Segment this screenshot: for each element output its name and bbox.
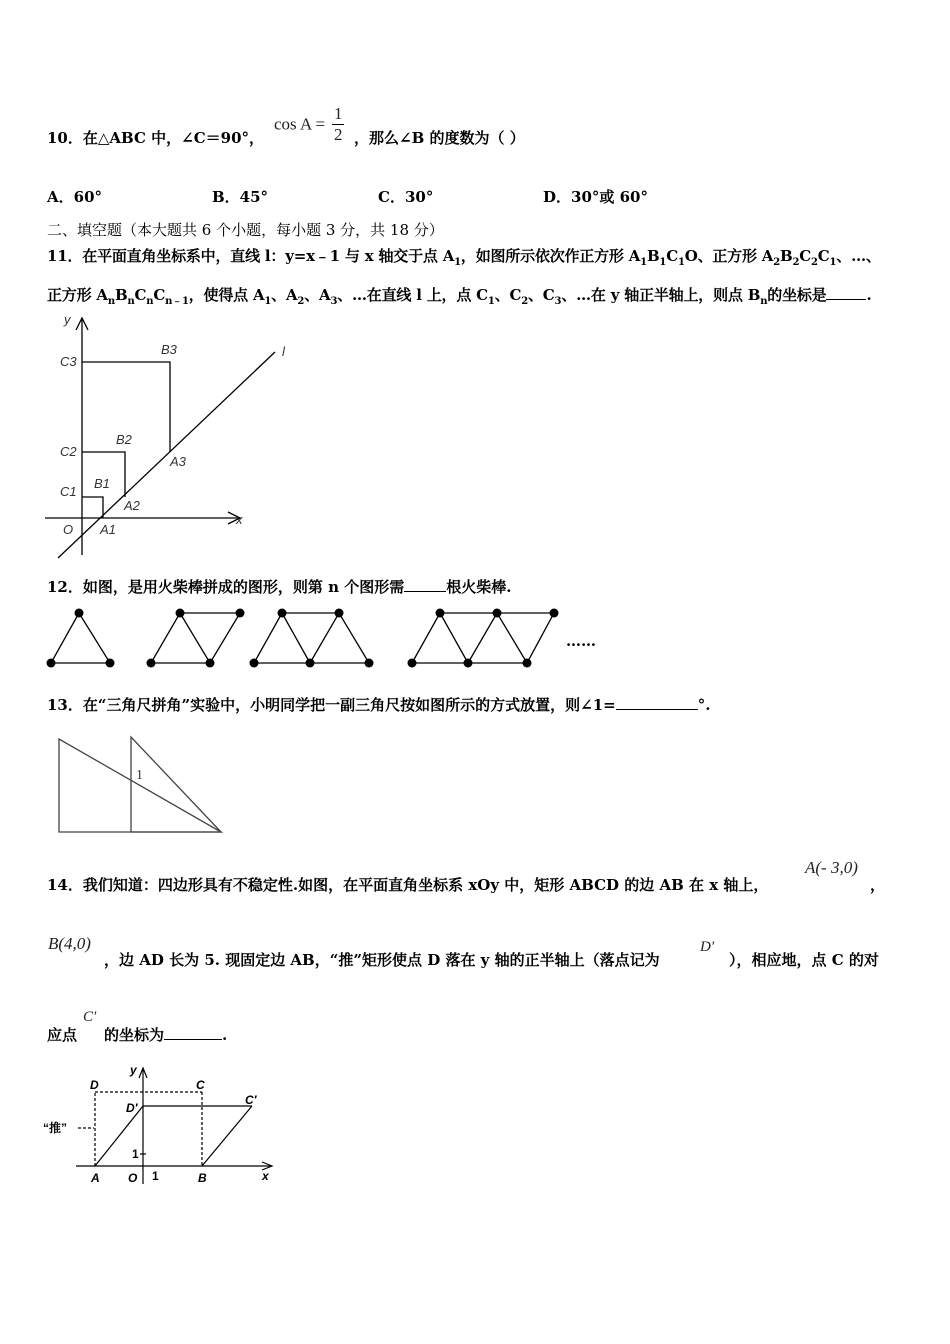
sub: 2: [297, 296, 305, 307]
q14-comma: ，: [870, 876, 886, 894]
sub: 1: [677, 257, 685, 268]
joint-dot: [335, 609, 344, 618]
q11-text: C: [799, 247, 811, 265]
q10-option-a: A．60°: [47, 188, 103, 206]
matchstick-figure-1: [51, 613, 110, 663]
joint-dot: [464, 659, 473, 668]
sub: 2: [521, 296, 528, 307]
sub: 1: [829, 257, 837, 268]
q11-text: 、…在 y 轴正半轴上，则点 B: [561, 286, 761, 304]
joint-dot: [206, 659, 215, 668]
q11-answer-blank: [826, 299, 866, 300]
q11-text: C: [666, 247, 678, 265]
square-1: [82, 497, 103, 518]
joint-dot: [408, 659, 417, 668]
label-1-y: 1: [132, 1147, 139, 1161]
q10-stem-tail: [354, 127, 525, 148]
sub: n: [760, 296, 768, 307]
q11-text: 的坐标是: [767, 286, 827, 304]
q14-line2: [104, 949, 660, 970]
q10-option-d: D．30°或 60°: [543, 188, 648, 206]
q14-answer-blank: [164, 1039, 222, 1040]
sub: 1: [454, 257, 461, 268]
matchstick-figure-4: [412, 613, 554, 663]
sub: 1: [640, 257, 647, 268]
sub: 2: [773, 257, 780, 268]
joint-dot: [250, 659, 259, 668]
q11-text: C: [153, 286, 166, 304]
q11-text: C: [134, 286, 147, 304]
label-c-prime: C′: [245, 1093, 257, 1107]
q11-text: 、…在直线 l 上，点 C: [337, 286, 488, 304]
q11-text: 11．在平面直角坐标系中，直线 l：y=x﹣1 与 x 轴交于点 A: [47, 247, 455, 265]
joint-dot: [493, 609, 502, 618]
q11-line1: [47, 245, 881, 268]
q11-figure: [40, 310, 300, 560]
q12-text-a: 12．如图，是用火柴棒拼成的图形，则第 n 个图形需: [47, 578, 405, 596]
joint-dot: [278, 609, 287, 618]
section-heading: 二、填空题（本大题共 6 个小题，每小题 3 分，共 18 分）: [47, 221, 444, 239]
label-c: C: [196, 1078, 205, 1092]
label-b2: B2: [116, 432, 132, 447]
label-d-prime: D′: [126, 1101, 138, 1115]
joint-dot: [176, 609, 185, 618]
q14-line3-rest: [104, 1024, 227, 1045]
q14-line2-text-a: ，边 AD 长为 5. 现固定边 AB，“推”矩形使点 D 落在 y 轴的正半轴上（落点记为: [104, 951, 660, 969]
sub: 3: [554, 296, 562, 307]
sub: 2: [811, 257, 818, 268]
q10-fraction: [332, 104, 345, 145]
q11-text: B: [780, 247, 793, 265]
q10-frac-den: 2: [333, 125, 343, 144]
q13-text: [47, 694, 710, 715]
label-b: B: [198, 1171, 207, 1185]
q14-point-a: A(- 3,0): [805, 858, 858, 877]
label-d: D: [90, 1078, 99, 1092]
q11-text: B: [646, 247, 660, 265]
q14-line1: [47, 874, 768, 895]
sub: 1: [264, 296, 272, 307]
q14-d-prime: D′: [700, 939, 715, 955]
sub: 2: [792, 257, 800, 268]
q13-text-a: 13．在“三角尺拼角”实验中，小明同学把一副三角尺按如图所示的方式放置，则∠1=: [47, 696, 616, 714]
set-square-30-60: [59, 739, 221, 832]
label-x: x: [262, 1169, 269, 1183]
sub: n﹣1: [165, 296, 189, 307]
label-c2: C2: [60, 444, 77, 459]
matchstick-figure-3: [254, 613, 369, 663]
joint-dot: [147, 659, 156, 668]
q14-line2-tail: [729, 949, 879, 970]
q10-frac-num: 1: [333, 104, 343, 123]
q14-line3: [47, 1024, 77, 1045]
q14-figure: [40, 1062, 280, 1192]
q11-text: C: [817, 247, 830, 265]
q12-text-b: 根火柴棒.: [446, 578, 512, 596]
q14-c-prime: C′: [83, 1009, 97, 1025]
joint-dot: [523, 659, 532, 668]
q10-stem: [47, 127, 264, 148]
line-l: [58, 352, 275, 558]
sub: 1: [487, 296, 495, 307]
q12-figures: [40, 604, 660, 674]
joint-dot: [106, 659, 115, 668]
q14-line1-text: 14．我们知道：四边形具有不稳定性.如图，在平面直角坐标系 xOy 中，矩形 ABCD 的边 AB 在 x 轴上，: [47, 876, 769, 894]
q11-text: B: [114, 286, 128, 304]
label-push: “推”: [43, 1121, 68, 1135]
sub: 3: [330, 296, 338, 307]
q14-line3-text-a: 应点: [47, 1026, 78, 1044]
joint-dot: [75, 609, 84, 618]
label-b1: B1: [94, 476, 110, 491]
angle-1-label: 1: [136, 768, 143, 783]
q11-text: 、…、: [836, 247, 881, 265]
q14-line2-text-b: ），相应地，点 C 的对: [729, 951, 879, 969]
label-a: A: [91, 1171, 100, 1185]
q13-text-b: °.: [697, 696, 711, 714]
q12-text: [47, 576, 511, 597]
joint-dot: [306, 659, 315, 668]
label-b3: B3: [161, 342, 177, 357]
label-a3: A3: [170, 454, 186, 469]
matchstick-figure-2: [151, 613, 240, 663]
label-x: x: [236, 512, 243, 527]
label-o: O: [128, 1171, 138, 1185]
q14-line3-text-c: .: [222, 1026, 228, 1044]
q11-text: .: [866, 286, 872, 304]
q12-ellipsis: ……: [566, 632, 596, 650]
label-c1: C1: [60, 484, 77, 499]
q10-cos-expression: [274, 104, 346, 145]
q11-text: 、A: [271, 286, 298, 304]
q11-text: 正方形 A: [47, 286, 108, 304]
label-l: l: [282, 344, 285, 359]
q10-cos-label: cos A =: [274, 114, 326, 134]
q10-option-c: C．30°: [378, 188, 434, 206]
q13-figure: [55, 733, 235, 843]
q11-text: 、A: [304, 286, 331, 304]
segment-c-prime-b: [202, 1106, 252, 1166]
sub: n: [146, 296, 154, 307]
joint-dot: [365, 659, 374, 668]
q12-answer-blank: [404, 591, 446, 592]
q11-text: ，使得点 A: [188, 286, 265, 304]
sub: n: [127, 296, 135, 307]
joint-dot: [236, 609, 245, 618]
q11-text: 、C: [528, 286, 555, 304]
q11-text: 、C: [494, 286, 522, 304]
q14-point-b: B(4,0): [48, 934, 91, 953]
label-c3: C3: [60, 354, 77, 369]
q10-stem-b: ，那么∠B 的度数为（ ）: [354, 129, 525, 147]
joint-dot: [436, 609, 445, 618]
label-y: y: [64, 312, 71, 327]
joint-dot: [47, 659, 56, 668]
q13-answer-blank: [616, 709, 698, 710]
q14-line3-text-b: 的坐标为: [104, 1026, 165, 1044]
q10-stem-a: 10．在△ABC 中，∠C＝90°，: [47, 129, 265, 147]
joint-dot: [550, 609, 559, 618]
q10-option-b: B．45°: [212, 188, 269, 206]
q11-text: ，如图所示依次作正方形 A: [460, 247, 641, 265]
q11-line2: [47, 284, 872, 307]
sub: n: [107, 296, 115, 307]
set-square-45: [131, 737, 221, 832]
q11-text: O、正方形 A: [684, 247, 774, 265]
label-a1: A1: [100, 522, 116, 537]
label-y: y: [130, 1063, 137, 1077]
label-o: O: [63, 522, 74, 537]
sub: 1: [659, 257, 667, 268]
label-1-x: 1: [152, 1169, 159, 1183]
label-a2: A2: [124, 498, 140, 513]
